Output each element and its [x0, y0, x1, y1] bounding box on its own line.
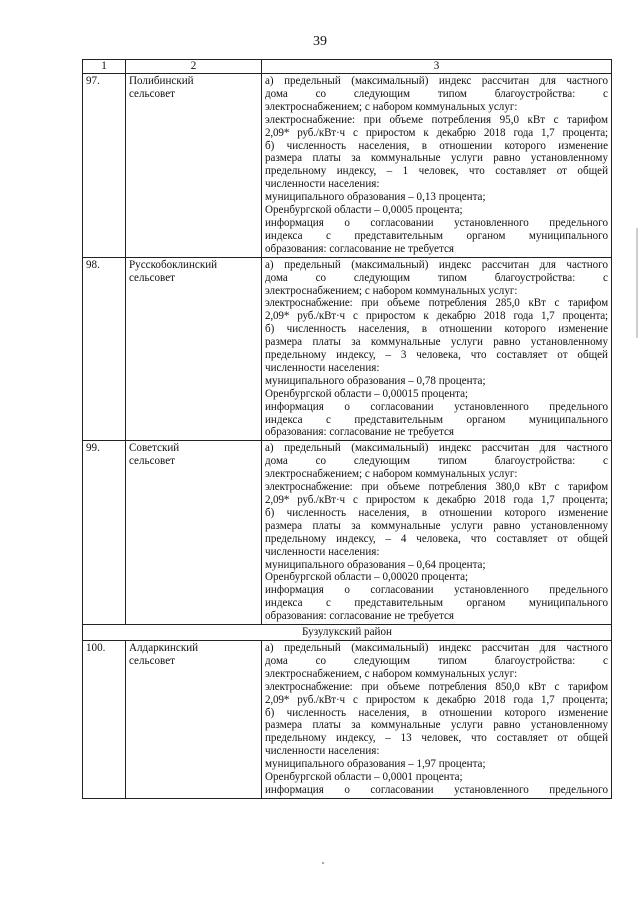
- text-line: Оренбургской области – 0,0001 процента;: [265, 771, 463, 784]
- scan-speck: [322, 862, 324, 864]
- text-line: муниципального образования – 0,13 процента;: [265, 191, 486, 204]
- column-number-row: [83, 60, 612, 74]
- text-line: а) предельный (максимальный) индекс рассчитан для частного: [265, 258, 608, 271]
- text-line: 2,09* руб./кВт·ч с приростом к декабрю 2018 года 1,7 процента;: [265, 310, 608, 323]
- municipality-type-line: сельсовет: [129, 455, 175, 468]
- index-description: [262, 74, 612, 258]
- row-number: 99.: [83, 441, 126, 625]
- municipality-name: [126, 257, 262, 441]
- text-line: предельному индексу, – 13 человек, что составляет от общей: [265, 732, 608, 745]
- text-line: электроснабжением; с набором коммунальных услуг:: [265, 468, 518, 481]
- municipality-name-line: Полибинский: [129, 75, 194, 87]
- text-line: индекса с представительным органом муниципального: [265, 413, 608, 426]
- text-line: а) предельный (максимальный) индекс рассчитан для частного: [265, 641, 608, 654]
- text-line: Оренбургской области – 0,00020 процента;: [265, 571, 469, 584]
- text-line: электроснабжением, с набором коммунальных услуг:: [265, 667, 518, 680]
- text-line: муниципального образования – 0,64 процента;: [265, 558, 486, 571]
- municipality-name: [126, 441, 262, 625]
- text-line: электроснабжение: при объеме потребления 850,0 кВт с тарифом: [265, 680, 608, 693]
- text-line: размера платы за коммунальные услуги равно установленному: [265, 152, 608, 165]
- text-line: индекса с представительным органом муниципального: [265, 597, 608, 610]
- text-line: Оренбургской области – 0,0005 процента;: [265, 204, 463, 217]
- table-row: [83, 257, 612, 441]
- text-line: 2,09* руб./кВт·ч с приростом к декабрю 2018 года 1,7 процента;: [265, 494, 608, 506]
- municipality-type-line: сельсовет: [129, 87, 175, 100]
- column-number-1: 1: [83, 60, 126, 74]
- column-number-3: 3: [262, 60, 612, 74]
- text-line: а) предельный (максимальный) индекс рассчитан для частного: [265, 75, 608, 87]
- text-line: численности населения:: [265, 745, 380, 758]
- text-line: образования: согласование не требуется: [265, 610, 454, 623]
- text-line: предельному индексу, – 4 человека, что составляет от общей: [265, 532, 608, 545]
- text-line: электроснабжение: при объеме потребления 95,0 кВт с тарифом: [265, 113, 608, 126]
- text-line: предельному индексу, – 1 человек, что составляет от общей: [265, 165, 608, 178]
- text-line: б) численность населения, в отношении которого изменение: [265, 323, 608, 336]
- municipality-name: [126, 74, 262, 258]
- text-line: дома со следующим типом благоустройства: с: [265, 87, 608, 100]
- text-line: электроснабжением; с набором коммунальных услуг:: [265, 100, 518, 113]
- text-line: численности населения:: [265, 361, 380, 374]
- text-line: размера платы за коммунальные услуги равно установленному: [265, 719, 608, 732]
- row-number: 98.: [83, 257, 126, 441]
- column-number-2: 2: [126, 60, 262, 74]
- municipality-name: [126, 640, 262, 798]
- index-description: [262, 441, 612, 625]
- text-line: 2,09* руб./кВт·ч с приростом к декабрю 2018 года 1,7 процента;: [265, 126, 608, 139]
- text-line: а) предельный (максимальный) индекс рассчитан для частного: [265, 442, 608, 455]
- municipality-type-line: сельсовет: [129, 271, 175, 284]
- row-number: 100.: [83, 640, 126, 798]
- text-line: б) численность населения, в отношении которого изменение: [265, 139, 608, 152]
- table-row: [83, 74, 612, 258]
- text-line: муниципального образования – 0,78 процента;: [265, 374, 486, 387]
- text-line: образования: согласование не требуется: [265, 242, 454, 255]
- text-line: информация о согласовании установленного предельного: [265, 584, 608, 597]
- text-line: размера платы за коммунальные услуги равно установленному: [265, 519, 608, 532]
- text-line: электроснабжением; с набором коммунальных услуг:: [265, 284, 518, 297]
- text-line: б) численность населения, в отношении которого изменение: [265, 706, 608, 719]
- text-line: дома со следующим типом благоустройства: с: [265, 455, 608, 468]
- table-row: [83, 441, 612, 625]
- row-number: 97.: [83, 74, 126, 258]
- text-line: электроснабжение: при объеме потребления 285,0 кВт с тарифом: [265, 297, 608, 310]
- municipal-index-table: [82, 59, 612, 799]
- page-number: 39: [313, 34, 327, 49]
- text-line: размера платы за коммунальные услуги равно установленному: [265, 336, 608, 349]
- text-line: электроснабжение: при объеме потребления 380,0 кВт с тарифом: [265, 481, 608, 494]
- text-line: б) численность населения, в отношении которого изменение: [265, 506, 608, 519]
- text-line: предельному индексу, – 3 человека, что составляет от общей: [265, 349, 608, 362]
- index-description: [262, 640, 612, 798]
- text-line: дома со следующим типом благоустройства: с: [265, 654, 608, 667]
- municipality-type-line: сельсовет: [129, 654, 175, 667]
- text-line: информация о согласовании установленного предельного: [265, 783, 608, 796]
- section-title: Бузулукский район: [83, 625, 612, 641]
- index-description: [262, 257, 612, 441]
- text-line: индекса с представительным органом муниципального: [265, 229, 608, 242]
- text-line: Оренбургской области – 0,00015 процента;: [265, 387, 469, 400]
- table-row: [83, 640, 612, 798]
- section-row: [83, 625, 612, 641]
- text-line: дома со следующим типом благоустройства: с: [265, 271, 608, 284]
- scan-edge-mark: [636, 228, 638, 338]
- text-line: численности населения:: [265, 545, 380, 558]
- text-line: информация о согласовании установленного предельного: [265, 216, 608, 229]
- text-line: численности населения:: [265, 178, 380, 191]
- text-line: 2,09* руб./кВт·ч с приростом к декабрю 2018 года 1,7 процента;: [265, 693, 608, 706]
- municipality-name-line: Русскобоклинский: [129, 258, 218, 271]
- municipality-name-line: Алдаркинский: [129, 641, 199, 654]
- municipality-name-line: Советский: [129, 442, 180, 455]
- text-line: образования: согласование не требуется: [265, 426, 454, 439]
- text-line: информация о согласовании установленного предельного: [265, 400, 608, 413]
- text-line: муниципального образования – 1,97 процента;: [265, 758, 486, 771]
